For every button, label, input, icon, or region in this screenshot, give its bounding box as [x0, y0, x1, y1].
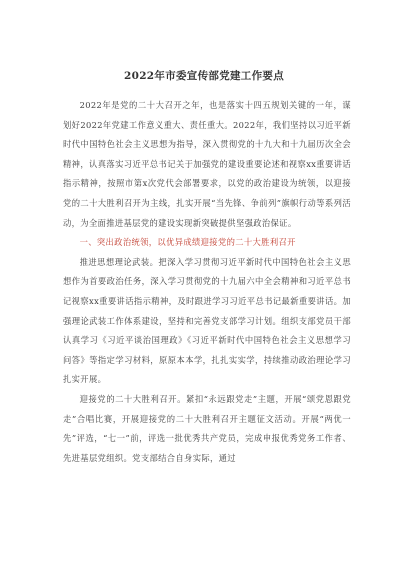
document-title: 2022年市委宣传部党建工作要点 — [123, 70, 285, 82]
section-paragraph-congress: 迎接党的二十大胜利召开。紧扣“永远跟党走”主题，开展“颂党恩跟党走”合唱比赛，开展迎接党的二十大胜利召开主题征文活动。开展“两优一先”评选，“七一”前，评选一批优秀共产党员，完成申报优秀党务工作者、先进基层党组织。党支部结合自身实际，通过 — [63, 393, 351, 463]
section-heading: 一、突出政治统领，以优异成绩迎接党的二十大胜利召开 — [79, 237, 296, 248]
intro-paragraph: 2022年是党的二十大召开之年，也是落实十四五规划关键的一年，谋划好2022年党建工作意义重大、责任重大。2022年，我们坚持以习近平新时代中国特色社会主义思想为指导，深入贯彻党的十九大和十九届历次全会精神，认真落实习近平总书记关于加强党的建设重要论述和视察xx重要讲话指示精神，按照市第x次党代会部署要求，以党的政治建设为统领，以迎接党的二十大胜利召开为主线，扎实开展“当先锋、争前列”旗帜行动等系列活动，为全面推进基层党的建设实现新突破提供坚强政治保证。 — [63, 100, 351, 228]
document-body — [63, 96, 351, 468]
section-paragraph-theory: 推进思想理论武装。把深入学习贯彻习近平新时代中国特色社会主义思想作为首要政治任务，深入学习贯彻党的十九届六中全会精神和习近平总书记视察xx重要讲话指示精神，及时跟进学习习近平总书记最新重要讲话。加强理论武装工作体系建设，坚持和完善党支部学习计划。组织支部党员干部认真学习《习近平谈治国理政》《习近平新时代中国特色社会主义思想学习问答》等指定学习材料，原原本本学，扎扎实实学，持续推动政治理论学习扎实开展。 — [63, 256, 351, 385]
